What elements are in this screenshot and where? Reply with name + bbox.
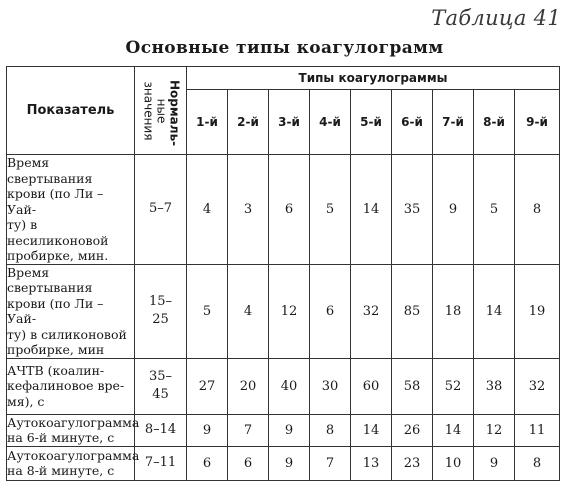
indicator-cell bbox=[7, 358, 135, 414]
indicator-cell bbox=[7, 264, 135, 358]
type-value-cell: 27 bbox=[187, 358, 228, 414]
indicator-header: Показатель bbox=[7, 67, 135, 155]
normal-value-cell bbox=[135, 358, 187, 414]
type-value-cell: 6 bbox=[187, 446, 228, 480]
indicator-line: ту) в несиликоновой bbox=[7, 217, 109, 248]
type-header-7: 7-й bbox=[433, 90, 474, 155]
indicator-line: крови (по Ли – Уай- bbox=[7, 186, 104, 217]
type-value-cell: 14 bbox=[351, 414, 392, 446]
indicator-line: Аутокоагулограмма bbox=[7, 414, 140, 430]
type-value-cell: 8 bbox=[310, 414, 351, 446]
table-body bbox=[7, 155, 560, 481]
type-value-cell: 13 bbox=[351, 446, 392, 480]
type-header-6: 6-й bbox=[392, 90, 433, 155]
table-row bbox=[7, 264, 560, 358]
indicator-line: Время свертывания bbox=[7, 264, 93, 295]
type-value-cell: 26 bbox=[392, 414, 433, 446]
type-value-cell: 18 bbox=[433, 264, 474, 358]
normal-value-cell bbox=[135, 155, 187, 265]
normal-values-header bbox=[135, 67, 187, 155]
type-value-cell: 5 bbox=[474, 155, 515, 265]
normal-value-line: 45 bbox=[152, 387, 169, 402]
normal-value-line: 8–14 bbox=[144, 422, 177, 437]
normal-value-line: 25 bbox=[152, 312, 169, 327]
type-value-cell: 9 bbox=[474, 446, 515, 480]
normal-value-cell bbox=[135, 414, 187, 446]
type-value-cell: 6 bbox=[310, 264, 351, 358]
table-title: Основные типы коагулограмм bbox=[125, 38, 444, 58]
type-value-cell: 58 bbox=[392, 358, 433, 414]
indicator-line: мя), с bbox=[7, 393, 45, 409]
normal-value-line: 15– bbox=[148, 294, 173, 309]
type-value-cell: 9 bbox=[433, 155, 474, 265]
type-header-3: 3-й bbox=[269, 90, 310, 155]
type-value-cell: 9 bbox=[187, 414, 228, 446]
table-row bbox=[7, 358, 560, 414]
indicator-line: кефалиновое вре- bbox=[7, 378, 125, 394]
type-value-cell: 20 bbox=[228, 358, 269, 414]
type-header-5: 5-й bbox=[351, 90, 392, 155]
type-header-1: 1-й bbox=[187, 90, 228, 155]
type-value-cell: 8 bbox=[515, 155, 560, 265]
type-value-cell: 85 bbox=[392, 264, 433, 358]
normal-values-header-line2: ные значения bbox=[141, 81, 168, 140]
type-value-cell: 8 bbox=[515, 446, 560, 480]
normal-value-cell bbox=[135, 446, 187, 480]
normal-value-cell bbox=[135, 264, 187, 358]
coagulogram-table bbox=[6, 66, 560, 481]
normal-value-line: 5–7 bbox=[148, 201, 173, 217]
type-value-cell: 14 bbox=[433, 414, 474, 446]
type-value-cell: 9 bbox=[269, 414, 310, 446]
type-value-cell: 12 bbox=[474, 414, 515, 446]
type-value-cell: 4 bbox=[228, 264, 269, 358]
type-value-cell: 52 bbox=[433, 358, 474, 414]
type-value-cell: 60 bbox=[351, 358, 392, 414]
indicator-line: АЧТВ (коалин- bbox=[7, 362, 105, 378]
indicator-line: пробирке, мин. bbox=[7, 248, 109, 263]
indicator-line: Время свертывания bbox=[7, 155, 93, 186]
table-row bbox=[7, 446, 560, 480]
indicator-cell bbox=[7, 446, 140, 480]
table-row bbox=[7, 155, 560, 265]
type-value-cell: 12 bbox=[269, 264, 310, 358]
type-value-cell: 14 bbox=[351, 155, 392, 265]
type-value-cell: 30 bbox=[310, 358, 351, 414]
indicator-line: ту) в силиконовой bbox=[7, 326, 127, 342]
type-value-cell: 38 bbox=[474, 358, 515, 414]
table-number: Таблица 41 bbox=[431, 6, 561, 30]
type-value-cell: 3 bbox=[228, 155, 269, 265]
indicator-line: на 6-й минуте, с bbox=[7, 430, 115, 445]
type-value-cell: 7 bbox=[228, 414, 269, 446]
type-value-cell: 6 bbox=[228, 446, 269, 480]
normal-value-line: 7–11 bbox=[144, 455, 177, 470]
type-value-cell: 32 bbox=[515, 358, 560, 414]
type-header-4: 4-й bbox=[310, 90, 351, 155]
indicator-line: на 8-й минуте, с bbox=[7, 463, 115, 478]
type-value-cell: 10 bbox=[433, 446, 474, 480]
type-value-cell: 9 bbox=[269, 446, 310, 480]
type-value-cell: 35 bbox=[392, 155, 433, 265]
normal-value-line: 35– bbox=[148, 369, 173, 384]
type-value-cell: 23 bbox=[392, 446, 433, 480]
indicator-cell bbox=[7, 155, 135, 265]
type-value-cell: 32 bbox=[351, 264, 392, 358]
type-value-cell: 5 bbox=[187, 264, 228, 358]
type-header-2: 2-й bbox=[228, 90, 269, 155]
type-value-cell: 4 bbox=[187, 155, 228, 265]
type-value-cell: 5 bbox=[310, 155, 351, 265]
type-header-9: 9-й bbox=[515, 90, 560, 155]
type-value-cell: 11 bbox=[515, 414, 560, 446]
indicator-line: Аутокоагулограмма bbox=[7, 447, 140, 463]
indicator-line: пробирке, мин bbox=[7, 342, 105, 357]
coagulogram-types-header: Типы коагулограммы bbox=[187, 67, 560, 90]
indicator-line: крови (по Ли – Уай- bbox=[7, 295, 104, 326]
type-value-cell: 19 bbox=[515, 264, 560, 358]
table-row bbox=[7, 414, 560, 446]
indicator-cell bbox=[7, 414, 140, 446]
normal-values-header-line1: Нормаль- bbox=[167, 79, 181, 146]
type-value-cell: 7 bbox=[310, 446, 351, 480]
type-value-cell: 6 bbox=[269, 155, 310, 265]
type-header-8: 8-й bbox=[474, 90, 515, 155]
type-value-cell: 14 bbox=[474, 264, 515, 358]
type-value-cell: 40 bbox=[269, 358, 310, 414]
